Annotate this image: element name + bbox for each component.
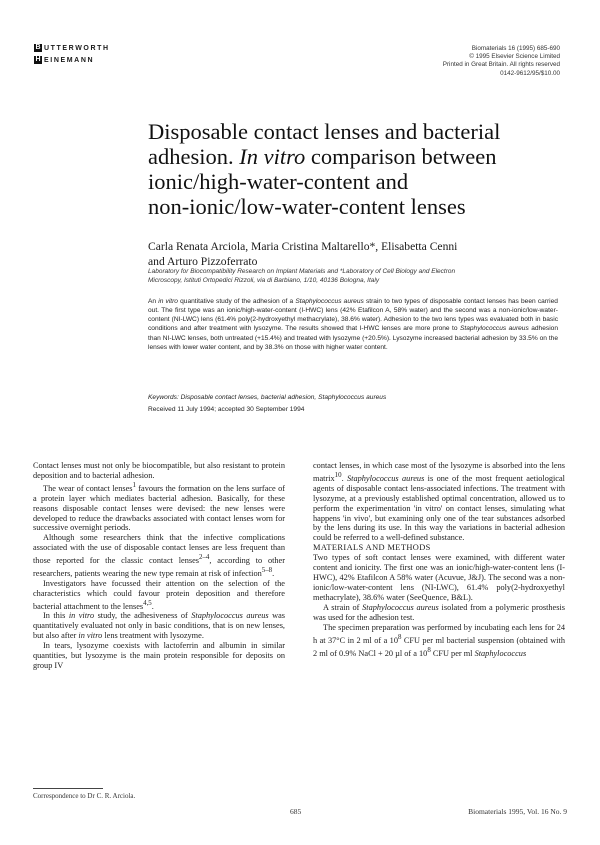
received-dates: Received 11 July 1994; accepted 30 September 1994: [148, 406, 305, 413]
paragraph: Contact lenses must not only be biocompatible, but also resistant to protein deposition and to bacterial adhesion.: [33, 461, 285, 480]
abstract: An in vitro quantitative study of the adhesion of a Staphylococcus aureus strain to two types of disposable contact lenses has been carried out. The first type was an ionic/high-water-content (I-HWC) lens (42% Etafilcon A, 58% water) and the second was a non-ionic/low-water-content (NI-LWC) lens (61.4% poly(2-hydroxyethyl methacrylate), 38.6% water). Adhesion to the two lens types was evaluated both in basic conditions and after treatment with lysozyme. The results showed that I-HWC lenses are more prone to Staphylococcus aureus adhesion than NI-LWC lenses, both untreated (+15.4%) and treated with lysozyme (+20.5%). Lysozyme increased bacterial adhesion by 33.5% on the lenses with lower water content, and by 38.3% on those with higher water content.: [148, 298, 558, 351]
body-column-right: [313, 461, 565, 658]
paragraph: In this in vitro study, the adhesiveness of Staphylococcus aureus was quantitatively evaluated not only in basic conditions, that is on new lenses, but also after in vitro lens treatment with lysozyme.: [33, 611, 286, 641]
paragraph: Although some researchers think that the infective complications associated with the use of disposable contact lenses are less frequent than those reported for the classic contact lenses$^{2-4}$, according to other researchers, patients wearing the new type remain at risk of infection$^{5-8}$.: [33, 533, 285, 578]
footnote-rule: [33, 788, 103, 789]
logo-line-2: EINEMANN: [44, 56, 95, 64]
paragraph: The specimen preparation was performed by incubating each lens for 24 h at 37°C in 2 ml of a $10^8$ CFU per ml bacterial suspension (obtained with 2 ml of 0.9% NaCl + 20 µl of a $10^8$ CFU per ml Staphylococcus: [313, 623, 565, 658]
page-number: 685: [290, 807, 302, 816]
paragraph: The wear of contact lenses$^1$ favours the formation on the lens surface of a protein layer which mediates bacterial adhesion. Basically, for these reasons disposable contact lenses were devised: the new lenses were developed to reduce the drawbacks associated with contact lenses worn for successive overnight periods.: [33, 481, 285, 533]
issn: 0142-9612/95/$10.00: [500, 69, 560, 77]
publisher-logo: [34, 43, 134, 65]
copyright: © 1995 Elsevier Science Limited: [469, 53, 560, 61]
printed-note: Printed in Great Britain. All rights reserved: [442, 61, 560, 69]
logo-line-1: UTTERWORTH: [44, 44, 110, 52]
body-column-left: [33, 461, 285, 671]
citation: Biomaterials 16 (1995) 685-690: [471, 45, 560, 52]
affiliation: Laboratory for Biocompatibility Research on Implant Materials and *Laboratory of Cell Biology and Electron Microscopy, Istituti Ortopedici Rizzoli, via di Barbiano, 1/10, 40136 Bologna, Italy: [148, 268, 456, 284]
paragraph: A strain of Staphylococcus aureus isolated from a polymeric prosthesis was used for the adhesion test.: [313, 603, 565, 623]
paragraph: Investigators have focussed their attention on the selection of the characteristics which could favour protein deposition and therefore bacterial attachment to the lenses$^{4,5}$.: [33, 578, 285, 611]
paragraph: In tears, lysozyme coexists with lactoferrin and albumin in similar quantities, but lysozyme is the main protein responsible for deposits on group IV: [33, 641, 285, 671]
section-heading: MATERIALS AND METHODS: [313, 543, 431, 553]
keywords: Keywords: Disposable contact lenses, bacterial adhesion, Staphylococcus aureus: [148, 394, 387, 401]
logo-letter-b: B: [35, 44, 41, 51]
journal-metadata: [410, 45, 560, 78]
correspondence-footnote: Correspondence to Dr C. R. Arciola.: [33, 792, 136, 800]
journal-footer: Biomaterials 1995, Vol. 16 No. 9: [468, 807, 567, 816]
author-list: Carla Renata Arciola, Maria Cristina Maltarello*, Elisabetta Cenni and Arturo Pizzoferrato: [148, 240, 458, 268]
article-title: Disposable contact lenses and bacterial adhesion. In vitro comparison between ionic/high-water-content and non-ionic/low-water-content lenses: [148, 119, 501, 219]
paragraph: contact lenses, in which case most of the lysozyme is absorbed into the lens matrix$^{10}$. Staphylococcus aureus is one of the most frequent aetiological agents of disposable contact lens-associated infections. The treatment with lysozyme, at a previously established optimal concentration, allowed us to perform the experimentation 'in vitro' on contact lenses, simulating what happens 'in vivo', but examining only one of the tear substances adsorbed by the lens during its use. In this way the variations in bacterial adhesion could be referred to a well-defined substance.: [313, 461, 565, 543]
paragraph: Two types of soft contact lenses were examined, with different water content and ionicity. The first one was an ionic/high-water-content lens (I-HWC), 42% Etafilcon A 58% water (Acuvue, J&J). The second was a non-ionic/low-water-content lens (NI-LWC), 61.4% poly(2-hydroxyethyl methacrylate), 38.6% water (SeeQuence, B&L).: [313, 553, 565, 603]
logo-letter-h: H: [35, 56, 41, 63]
